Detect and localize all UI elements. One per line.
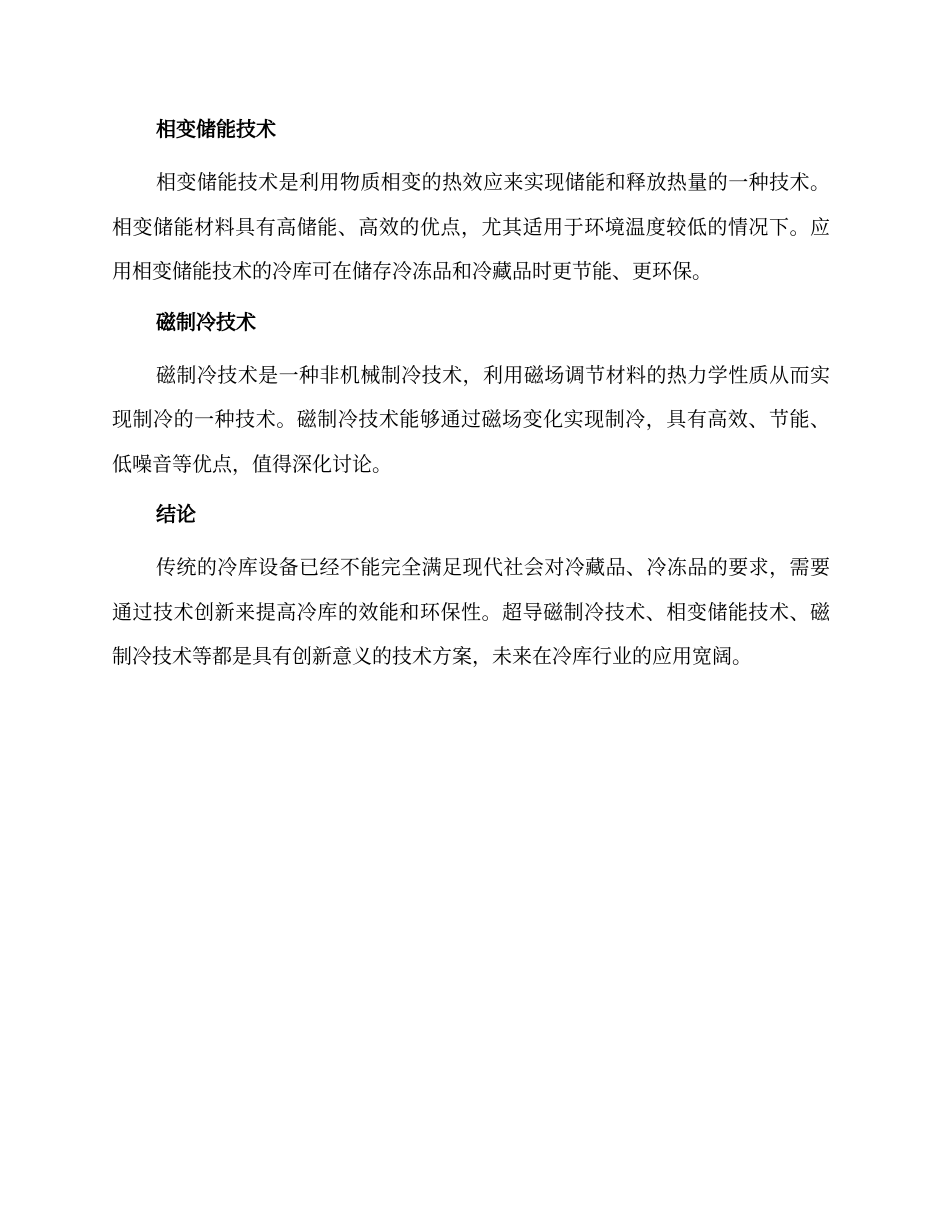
section-magnetic-refrigeration bbox=[112, 305, 830, 487]
section-paragraph: 磁制冷技术是一种非机械制冷技术，利用磁场调节材料的热力学性质从而实现制冷的一种技术。磁制冷技术能够通过磁场变化实现制冷，具有高效、节能、低噪音等优点，值得深化讨论。 bbox=[112, 362, 830, 476]
section-heading: 相变储能技术 bbox=[156, 117, 276, 141]
section-paragraph: 传统的冷库设备已经不能完全满足现代社会对冷藏品、冷冻品的要求，需要通过技术创新来提高冷库的效能和环保性。超导磁制冷技术、相变储能技术、磁制冷技术等都是具有创新意义的技术方案，未来在冷库行业的应用宽阔。 bbox=[112, 555, 830, 668]
section-phase-change-storage bbox=[112, 112, 830, 294]
document-content bbox=[112, 112, 830, 690]
section-paragraph: 相变储能技术是利用物质相变的热效应来实现储能和释放热量的一种技术。相变储能材料具有高储能、高效的优点，尤其适用于环境温度较低的情况下。应用相变储能技术的冷库可在储存冷冻品和冷藏品时更节能、更环保。 bbox=[112, 170, 830, 283]
section-heading: 磁制冷技术 bbox=[156, 309, 256, 334]
section-heading: 结论 bbox=[156, 502, 196, 526]
section-conclusion bbox=[112, 497, 830, 679]
